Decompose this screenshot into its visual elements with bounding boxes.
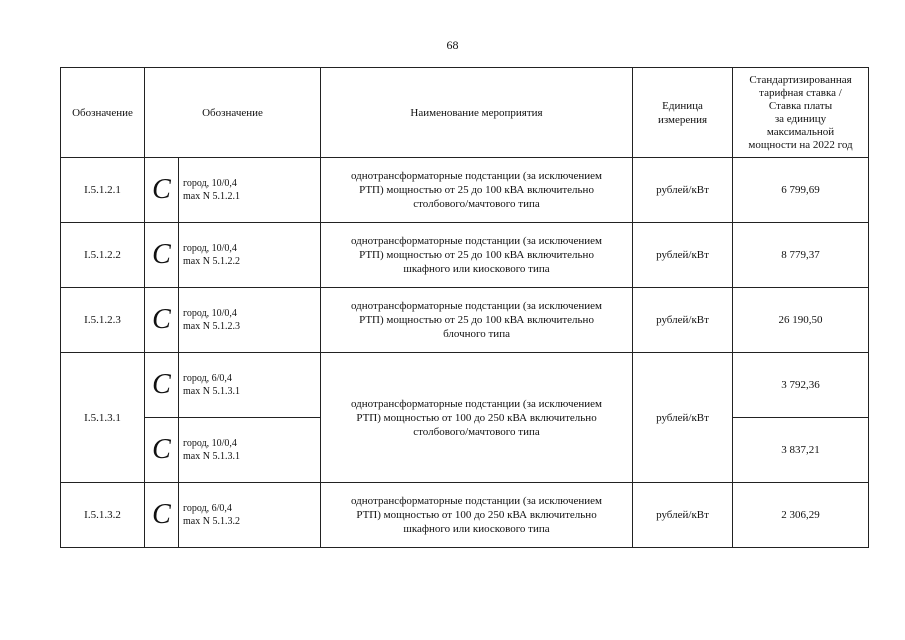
tariff-table	[60, 67, 869, 548]
description-line: однотрансформаторные подстанции (за исключением	[351, 495, 603, 507]
symbol-c: C	[145, 483, 179, 548]
symbol-c: C	[145, 158, 179, 223]
row-conditions	[179, 418, 321, 483]
condition-line: max N 5.1.2.2	[183, 256, 240, 267]
symbol-c: C	[145, 418, 179, 483]
row-description	[321, 288, 633, 353]
table-row	[61, 483, 869, 548]
description-line: РТП) мощностью от 25 до 100 кВА включительно	[359, 249, 594, 261]
row-code: I.5.1.3.2	[61, 483, 145, 548]
table-row	[61, 288, 869, 353]
header-unit-line: измерения	[657, 113, 708, 126]
description-line: однотрансформаторные подстанции (за исключением	[351, 170, 603, 182]
row-rate: 3 792,36	[733, 353, 869, 418]
header-rate	[733, 68, 869, 158]
description-line: РТП) мощностью от 25 до 100 кВА включительно	[359, 184, 594, 196]
row-conditions	[179, 288, 321, 353]
condition-line: город, 6/0,4	[183, 373, 232, 384]
header-designation: Обозначение	[61, 68, 145, 158]
row-unit: рублей/кВт	[633, 158, 733, 223]
row-rate: 2 306,29	[733, 483, 869, 548]
row-unit: рублей/кВт	[633, 288, 733, 353]
description-line: шкафного или киоскового типа	[403, 523, 550, 535]
condition-line: max N 5.1.3.1	[183, 451, 240, 462]
table-row	[61, 158, 869, 223]
symbol-c: C	[145, 353, 179, 418]
row-rate: 26 190,50	[733, 288, 869, 353]
condition-line: город, 10/0,4	[183, 243, 237, 254]
description-line: блочного типа	[443, 328, 510, 340]
row-conditions	[179, 223, 321, 288]
row-rate: 3 837,21	[733, 418, 869, 483]
header-unit	[633, 68, 733, 158]
row-description	[321, 483, 633, 548]
symbol-c: C	[145, 288, 179, 353]
row-description	[321, 353, 633, 483]
header-designation-2: Обозначение	[145, 68, 321, 158]
condition-line: max N 5.1.2.3	[183, 321, 240, 332]
description-line: РТП) мощностью от 100 до 250 кВА включительно	[356, 411, 597, 424]
row-unit: рублей/кВт	[633, 483, 733, 548]
table-row	[61, 223, 869, 288]
condition-line: город, 10/0,4	[183, 308, 237, 319]
header-rate-line: максимальной	[766, 125, 835, 138]
header-rate-line: за единицу	[774, 112, 827, 125]
description-line: однотрансформаторные подстанции (за исключением	[351, 300, 603, 312]
description-line: однотрансформаторные подстанции (за исключением	[351, 235, 603, 247]
header-rate-line: мощности на 2022 год	[748, 138, 853, 151]
table-row	[61, 353, 869, 418]
description-line: РТП) мощностью от 25 до 100 кВА включительно	[359, 314, 594, 326]
description-line: шкафного или киоскового типа	[403, 263, 550, 275]
condition-line: max N 5.1.2.1	[183, 191, 240, 202]
condition-line: город, 6/0,4	[183, 503, 232, 514]
row-rate: 6 799,69	[733, 158, 869, 223]
row-rate: 8 779,37	[733, 223, 869, 288]
row-code: I.5.1.3.1	[61, 353, 145, 483]
row-unit: рублей/кВт	[633, 353, 733, 483]
symbol-c: C	[145, 223, 179, 288]
page-number: 68	[446, 38, 459, 52]
condition-line: город, 10/0,4	[183, 178, 237, 189]
row-code: I.5.1.2.1	[61, 158, 145, 223]
condition-line: max N 5.1.3.2	[183, 516, 240, 527]
row-conditions	[179, 158, 321, 223]
row-unit: рублей/кВт	[633, 223, 733, 288]
row-code: I.5.1.2.2	[61, 223, 145, 288]
description-line: однотрансформаторные подстанции (за исключением	[351, 397, 603, 410]
condition-line: город, 10/0,4	[183, 438, 237, 449]
header-unit-line: Единица	[662, 99, 703, 112]
description-line: РТП) мощностью от 100 до 250 кВА включительно	[356, 509, 597, 521]
header-rate-line: Ставка платы	[768, 99, 833, 112]
table-header-row	[61, 68, 869, 158]
row-description	[321, 158, 633, 223]
condition-line: max N 5.1.3.1	[183, 386, 240, 397]
header-activity-name: Наименование мероприятия	[321, 68, 633, 158]
header-rate-line: Стандартизированная	[749, 73, 852, 86]
row-conditions	[179, 353, 321, 418]
description-line: столбового/мачтового типа	[413, 425, 540, 438]
row-code: I.5.1.2.3	[61, 288, 145, 353]
header-rate-line: тарифная ставка /	[759, 86, 842, 99]
row-description	[321, 223, 633, 288]
row-conditions	[179, 483, 321, 548]
description-line: столбового/мачтового типа	[413, 198, 540, 210]
